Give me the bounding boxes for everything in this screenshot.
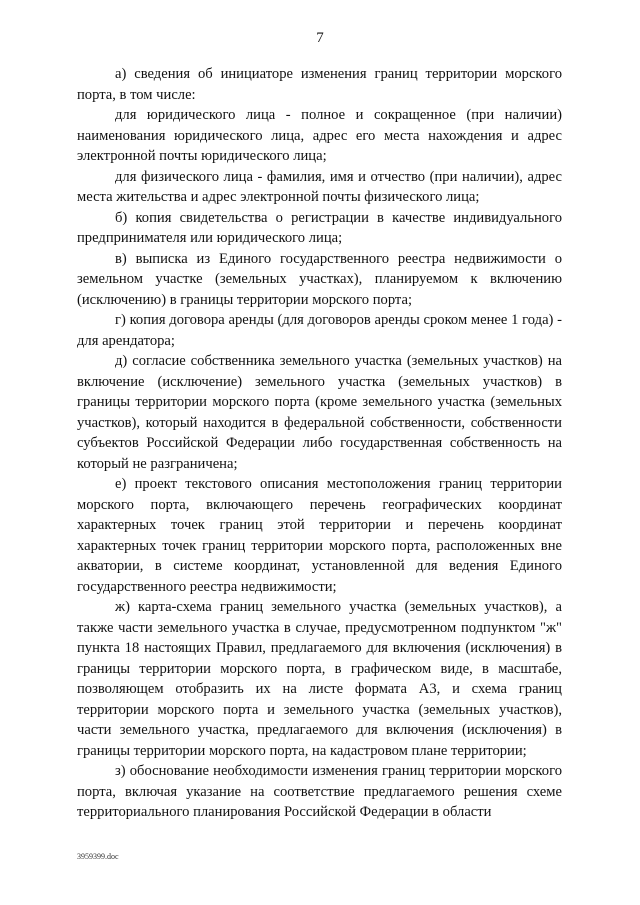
paragraph-e: е) проект текстового описания местоположения границ территории морского порта, включающего перечень географических координат характерных точек границ этой территории и перечень координат характерных точек границ территории морского порта, расположенных вне акватории, в системе координат, установленной для ведения Единого государственного реестра недвижимости; xyxy=(77,476,562,595)
paragraph-g: г) копия договора аренды (для договоров аренды сроком менее 1 года) - для арендатора; xyxy=(77,312,562,349)
paragraph-legal-entity: для юридического лица - полное и сокращенное (при наличии) наименования юридического лица, адрес его места нахождения и адрес электронной почты юридического лица; xyxy=(77,107,562,164)
paragraph-b: б) копия свидетельства о регистрации в качестве индивидуального предпринимателя или юридического лица; xyxy=(77,209,562,246)
paragraph-a: а) сведения об инициаторе изменения границ территории морского порта, в том числе: xyxy=(77,66,562,103)
paragraph-d: д) согласие собственника земельного участка (земельных участков) на включение (исключение) земельного участка (земельных участков) в границы территории морского порта (кроме земельного участка (земельных участков), который находится в федеральной собственности, собственности субъектов Российской Федерации либо государственная собственность на который не разграничена; xyxy=(77,353,562,472)
paragraph-individual: для физического лица - фамилия, имя и отчество (при наличии), адрес места жительства и адрес электронной почты физического лица; xyxy=(77,168,562,205)
paragraph-zh: ж) карта-схема границ земельного участка (земельных участков), а также части земельного участка в случае, предусмотренном подпунктом "ж" пункта 18 настоящих Правил, предлагаемого для включения (исключения) в границы территории морского порта, в графическом виде, в масштабе, позволяющем отобразить их на листе формата А3, и схема границ территории морского порта и земельного участка (земельных участков), части земельного участка, предлагаемого для включения (исключения) в границы территории морского порта, на кадастровом плане территории; xyxy=(77,599,562,759)
footer-document-code: 3959399.doc xyxy=(77,852,119,861)
page-number: 7 xyxy=(316,30,324,46)
paragraph-z: з) обоснование необходимости изменения границ территории морского порта, включая указание на соответствие предлагаемого решения схеме территориального планирования Российской Федерации в области xyxy=(77,763,562,820)
paragraph-v: в) выписка из Единого государственного реестра недвижимости о земельном участке (земельных участках), планируемом к включению (исключению) в границы территории морского порта; xyxy=(77,250,562,308)
document-body xyxy=(77,64,562,823)
